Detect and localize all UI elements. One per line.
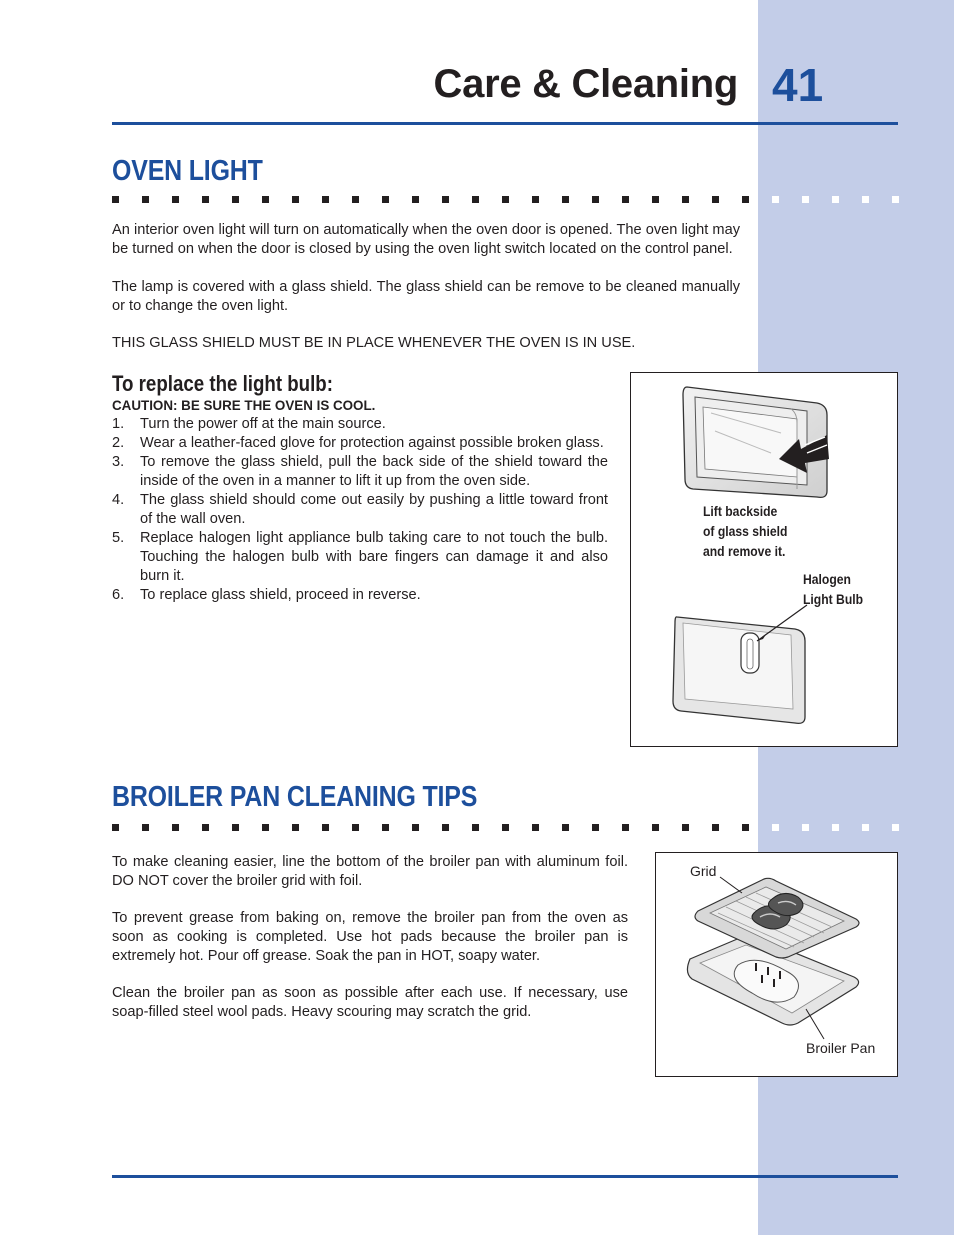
divider-dot [622, 824, 629, 831]
page-number: 41 [772, 59, 824, 111]
divider-dot [682, 824, 689, 831]
oven-light-intro-paragraph: An interior oven light will turn on automatically when the oven door is opened. The oven light may be turned on when the door is closed by using the oven light switch located on the control panel. [112, 222, 740, 257]
divider-dot [772, 824, 779, 831]
divider-dot [802, 196, 809, 203]
divider-dot [472, 196, 479, 203]
divider-dot [412, 196, 419, 203]
dotted-divider-broiler [112, 824, 902, 834]
divider-dot [652, 196, 659, 203]
oven-light-shield-paragraph: The lamp is covered with a glass shield. The glass shield can be remove to be cleaned manually or to change the oven light. [112, 279, 740, 314]
divider-dot [862, 824, 869, 831]
divider-dot [172, 196, 179, 203]
divider-dot [502, 824, 509, 831]
divider-dot [202, 824, 209, 831]
divider-dot [382, 196, 389, 203]
caution-note: CAUTION: BE SURE THE OVEN IS COOL. [112, 398, 376, 413]
section-title-oven-light: OVEN LIGHT [112, 155, 263, 187]
divider-dot [352, 196, 359, 203]
divider-dot [742, 824, 749, 831]
list-item: 3. To remove the glass shield, pull the back side of the shield toward the inside of the oven in a manner to lift it up from the oven side. [112, 454, 608, 489]
broiler-figure [655, 852, 898, 1077]
list-item: 4. The glass shield should come out easily by pushing a little toward front of the wall oven. [112, 492, 608, 527]
list-item: 5. Replace halogen light appliance bulb taking care to not touch the bulb. Touching the halogen bulb with bare fingers can damage it and also burn it. [112, 530, 608, 584]
broiler-foil-paragraph: To make cleaning easier, line the bottom of the broiler pan with aluminum foil. DO NOT cover the broiler grid with foil. [112, 854, 628, 889]
divider-dot [112, 196, 119, 203]
figure-label-halogen-bulb: Halogen Light Bulb [803, 572, 864, 607]
replace-bulb-subheading: To replace the light bulb: [112, 371, 333, 396]
figure-label-broiler-pan: Broiler Pan [806, 1040, 876, 1056]
divider-dot [712, 824, 719, 831]
divider-dot [832, 196, 839, 203]
list-item: 2. Wear a leather-faced glove for protection against possible broken glass. [112, 435, 604, 451]
divider-dot [682, 196, 689, 203]
list-item: 6. To replace glass shield, proceed in reverse. [112, 587, 421, 603]
divider-dot [202, 196, 209, 203]
divider-dot [352, 824, 359, 831]
divider-dot [802, 824, 809, 831]
divider-dot [832, 824, 839, 831]
divider-dot [412, 824, 419, 831]
divider-dot [622, 196, 629, 203]
divider-dot [502, 196, 509, 203]
oven-light-figure [630, 372, 898, 747]
section-title-broiler: BROILER PAN CLEANING TIPS [112, 781, 478, 813]
divider-dot [742, 196, 749, 203]
divider-dot [892, 196, 899, 203]
divider-dot [562, 824, 569, 831]
divider-dot [322, 196, 329, 203]
divider-dot [442, 196, 449, 203]
oven-light-warning: THIS GLASS SHIELD MUST BE IN PLACE WHENEVER THE OVEN IS IN USE. [112, 335, 636, 351]
page-title: Care & Cleaning [433, 62, 738, 106]
divider-dot [772, 196, 779, 203]
divider-dot [142, 196, 149, 203]
divider-dot [322, 824, 329, 831]
divider-dot [442, 824, 449, 831]
divider-dot [262, 824, 269, 831]
figure-label-grid: Grid [690, 863, 717, 879]
figure-label-lift: Lift backside of glass shield and remove it. [703, 504, 788, 559]
broiler-grease-paragraph: To prevent grease from baking on, remove the broiler pan from the oven as soon as cooking is completed. Use hot pads because the broiler pan is extremely hot. Pour off grease. Soak the pan in HOT, soapy water. [112, 910, 628, 964]
divider-dot [532, 824, 539, 831]
divider-dot [562, 196, 569, 203]
divider-dot [292, 196, 299, 203]
divider-dot [232, 196, 239, 203]
divider-dot [142, 824, 149, 831]
divider-dot [232, 824, 239, 831]
divider-dot [532, 196, 539, 203]
divider-dot [652, 824, 659, 831]
dotted-divider-oven-light [112, 196, 902, 206]
header-rule [112, 122, 898, 125]
divider-dot [712, 196, 719, 203]
divider-dot [592, 196, 599, 203]
footer-rule [112, 1175, 898, 1178]
divider-dot [292, 824, 299, 831]
divider-dot [382, 824, 389, 831]
divider-dot [262, 196, 269, 203]
replace-bulb-steps [112, 415, 608, 605]
divider-dot [112, 824, 119, 831]
broiler-clean-paragraph: Clean the broiler pan as soon as possible after each use. If necessary, use soap-filled steel wool pads. Heavy scouring may scratch the grid. [112, 985, 628, 1020]
divider-dot [862, 196, 869, 203]
list-item: 1. Turn the power off at the main source. [112, 416, 386, 432]
halogen-bulb-icon [741, 633, 759, 673]
divider-dot [892, 824, 899, 831]
divider-dot [592, 824, 599, 831]
divider-dot [172, 824, 179, 831]
divider-dot [472, 824, 479, 831]
